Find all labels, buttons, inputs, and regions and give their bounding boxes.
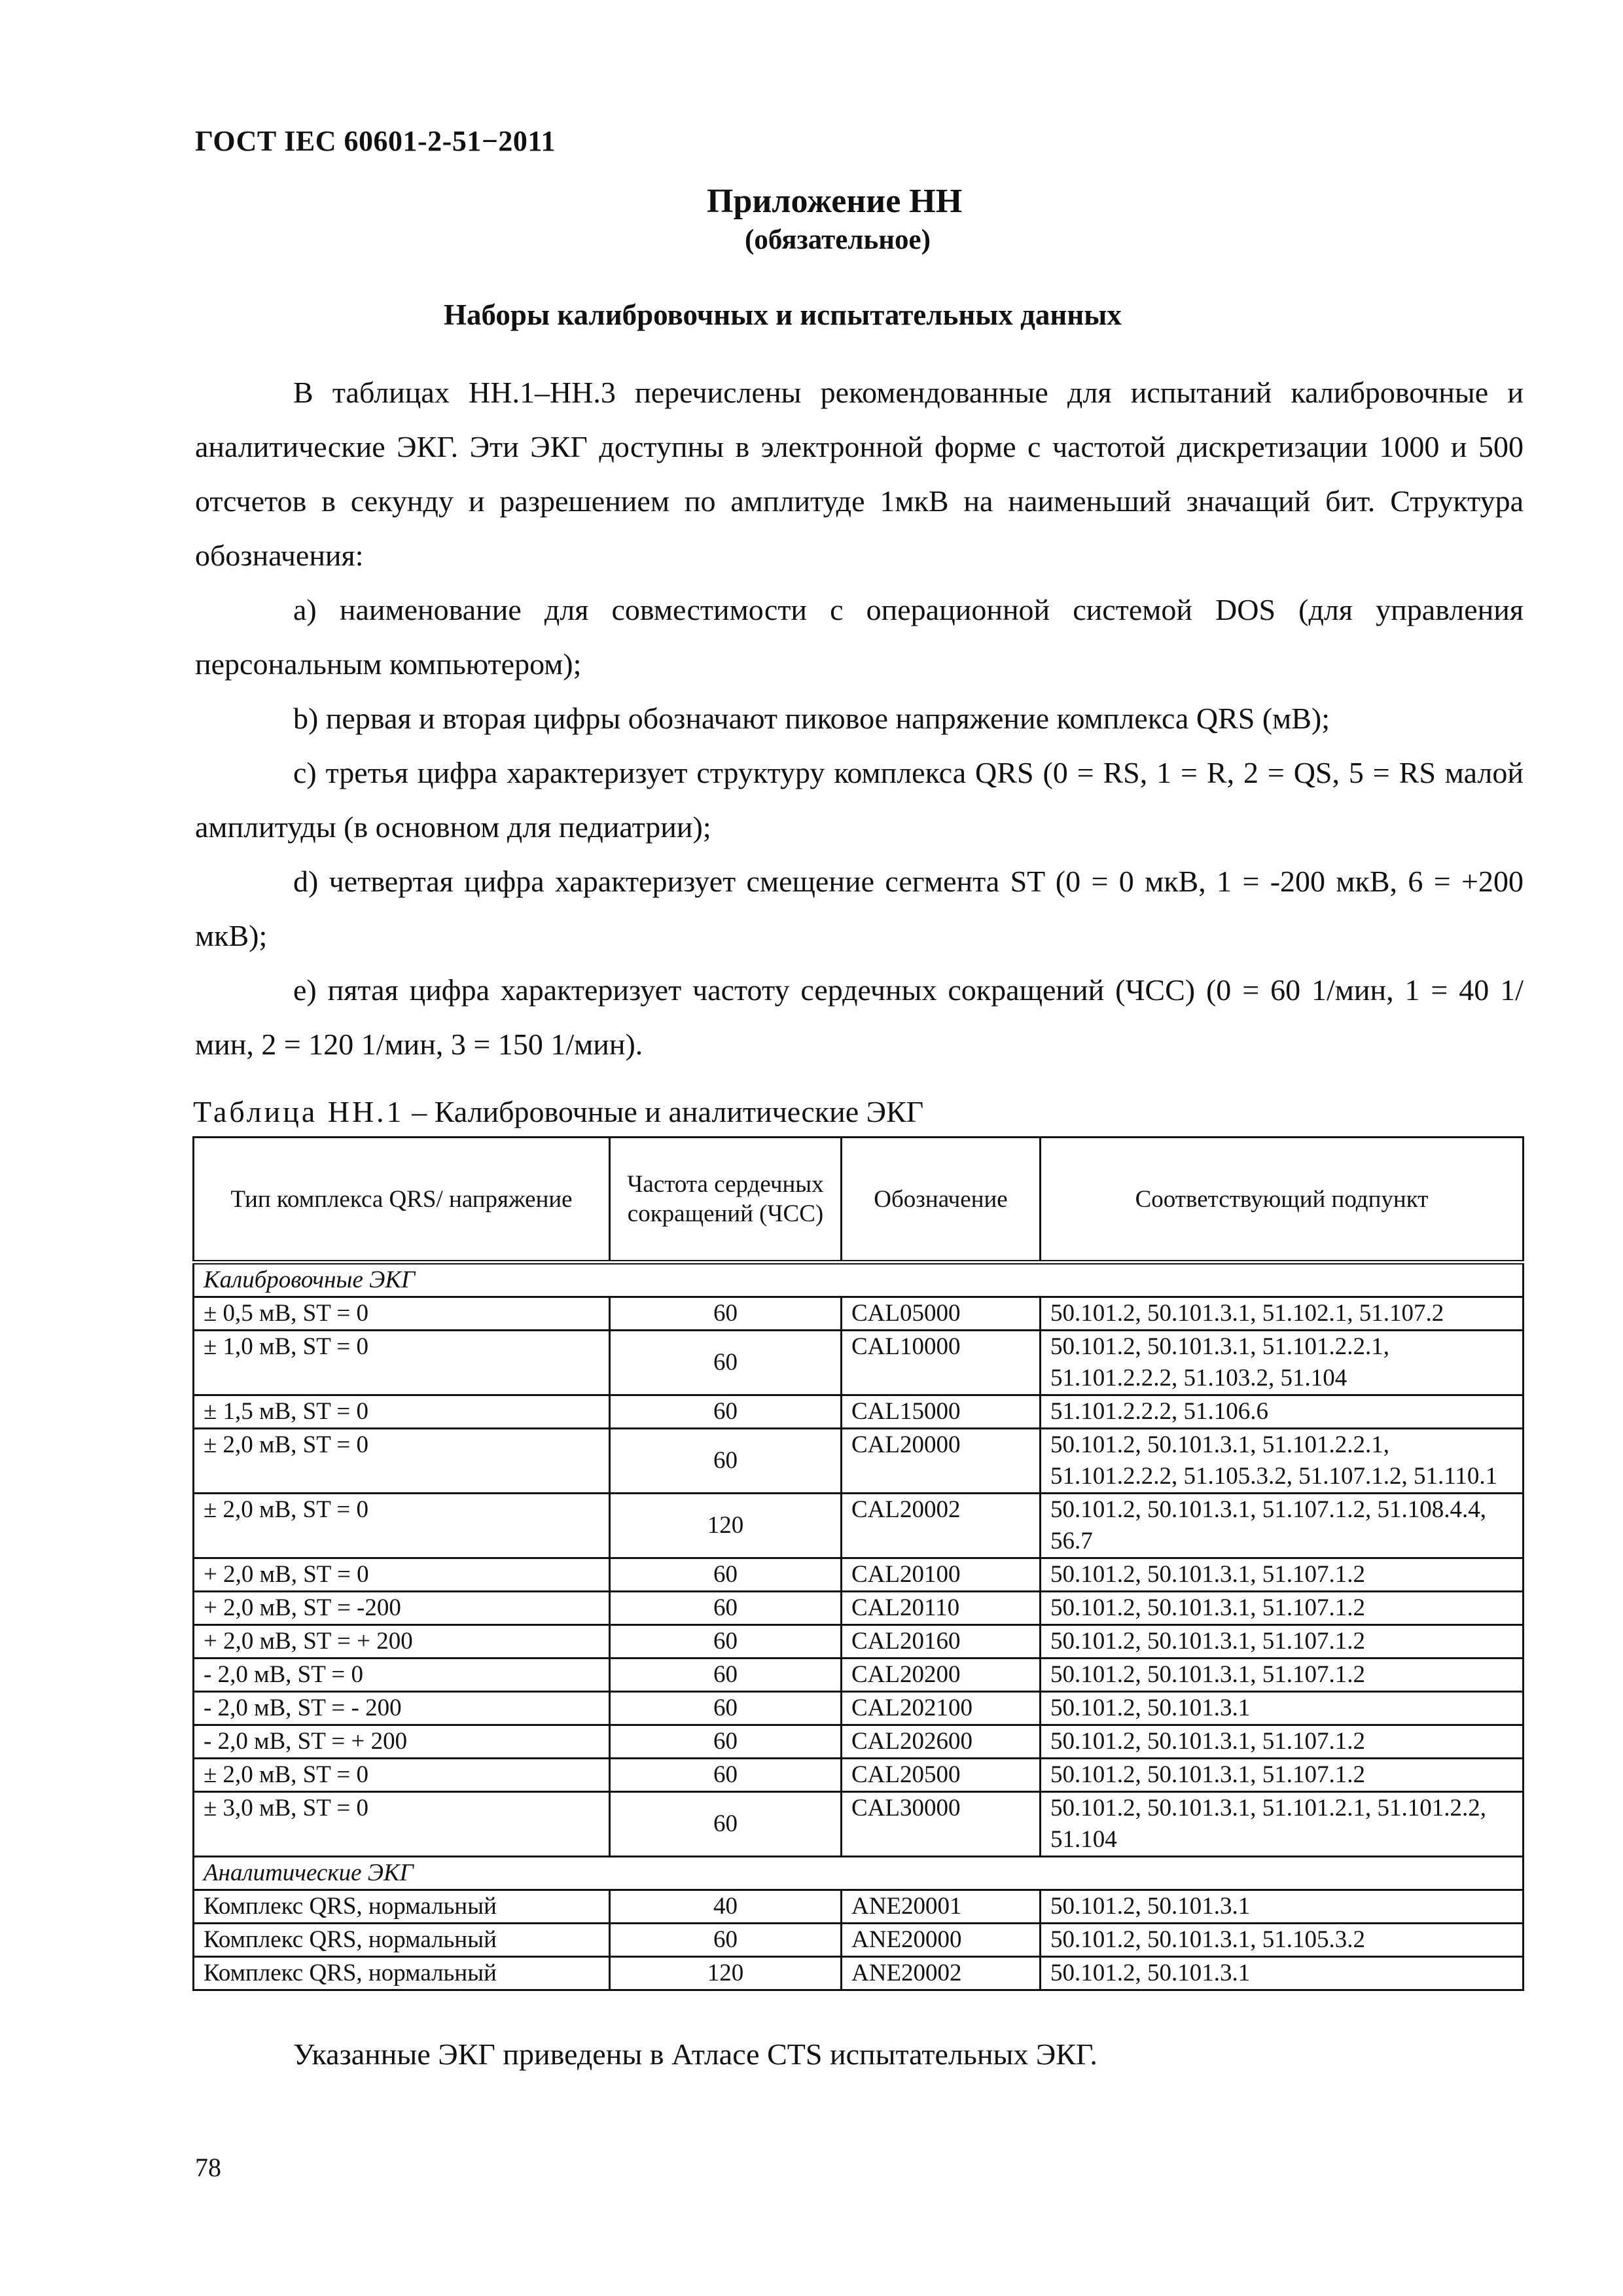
designation-cell: ANE20001 <box>842 1890 1041 1924</box>
annex-status: (обязательное) <box>745 224 931 255</box>
clause-cell: 50.101.2, 50.101.3.1, 51.107.1.2 <box>1041 1759 1524 1792</box>
group-label: Калибровочные ЭКГ <box>194 1263 1524 1297</box>
clause-cell: 50.101.2, 50.101.3.1, 51.102.1, 51.107.2 <box>1041 1297 1524 1331</box>
page-number: 78 <box>195 2153 221 2182</box>
designation-cell: CAL20200 <box>842 1659 1041 1692</box>
column-header: Частота сердечных сокращений (ЧСС) <box>610 1138 842 1263</box>
clause-cell: 50.101.2, 50.101.3.1, 51.101.2.2.1, 51.101.2.2.2, 51.105.3.2, 51.107.1.2, 51.110.1 <box>1041 1429 1524 1494</box>
qrs-type-cell: + 2,0 мВ, ST = 0 <box>194 1558 610 1592</box>
designation-cell: CAL20002 <box>842 1494 1041 1558</box>
qrs-type-cell: - 2,0 мВ, ST = + 200 <box>194 1725 610 1759</box>
clause-cell: 50.101.2, 50.101.3.1 <box>1041 1890 1524 1924</box>
designation-cell: CAL20500 <box>842 1759 1041 1792</box>
clause-cell: 50.101.2, 50.101.3.1, 51.107.1.2 <box>1041 1592 1524 1625</box>
intro-paragraph-block <box>195 365 1524 583</box>
table-row <box>194 1429 1524 1494</box>
table-row <box>194 1659 1524 1692</box>
column-header: Тип комплекса QRS/ напряжение <box>194 1138 610 1263</box>
designation-cell: ANE20000 <box>842 1924 1041 1957</box>
list-item: a) наименование для совместимости с операционной системой DOS (для управления персональным компьютером); <box>195 593 1524 681</box>
list-item: d) четвертая цифра характеризует смещение сегмента ST (0 = 0 мкВ, 1 = -200 мкВ, 6 = +200 мкВ); <box>195 865 1524 952</box>
designation-cell: ANE20002 <box>842 1957 1041 1990</box>
table-row <box>194 1725 1524 1759</box>
designation-cell: CAL20100 <box>842 1558 1041 1592</box>
heart-rate-cell: 120 <box>610 1494 842 1558</box>
table-header-row <box>194 1138 1524 1263</box>
qrs-type-cell: ± 2,0 мВ, ST = 0 <box>194 1759 610 1792</box>
table-row <box>194 1924 1524 1957</box>
table-group-row <box>194 1857 1524 1890</box>
column-header: Обозначение <box>842 1138 1041 1263</box>
heart-rate-cell: 60 <box>610 1297 842 1331</box>
heart-rate-cell: 60 <box>610 1692 842 1725</box>
qrs-type-cell: ± 2,0 мВ, ST = 0 <box>194 1429 610 1494</box>
clause-cell: 51.101.2.2.2, 51.106.6 <box>1041 1395 1524 1429</box>
clause-cell: 50.101.2, 50.101.3.1, 51.101.2.2.1, 51.101.2.2.2, 51.103.2, 51.104 <box>1041 1331 1524 1395</box>
heart-rate-cell: 120 <box>610 1957 842 1990</box>
list-item: b) первая и вторая цифры обозначают пиковое напряжение комплекса QRS (мВ); <box>293 702 1330 735</box>
table-row <box>194 1558 1524 1592</box>
heart-rate-cell: 60 <box>610 1725 842 1759</box>
standard-code: ГОСТ IEC 60601-2-51−2011 <box>195 125 556 157</box>
designation-cell: CAL15000 <box>842 1395 1041 1429</box>
designation-cell: CAL20000 <box>842 1429 1041 1494</box>
group-label: Аналитические ЭКГ <box>194 1857 1524 1890</box>
designation-items-list <box>195 583 1524 1071</box>
heart-rate-cell: 60 <box>610 1429 842 1494</box>
clause-cell: 50.101.2, 50.101.3.1, 51.107.1.2 <box>1041 1725 1524 1759</box>
qrs-type-cell: ± 1,0 мВ, ST = 0 <box>194 1331 610 1395</box>
column-header: Соответствующий подпункт <box>1041 1138 1524 1263</box>
clause-cell: 50.101.2, 50.101.3.1, 51.101.2.1, 51.101.2.2, 51.104 <box>1041 1792 1524 1857</box>
table-row <box>194 1890 1524 1924</box>
table-caption-text: – Калибровочные и аналитические ЭКГ <box>404 1095 924 1128</box>
qrs-type-cell: Комплекс QRS, нормальный <box>194 1957 610 1990</box>
designation-cell: CAL05000 <box>842 1297 1041 1331</box>
qrs-type-cell: Комплекс QRS, нормальный <box>194 1924 610 1957</box>
list-item: e) пятая цифра характеризует частоту сердечных сокращений (ЧСС) (0 = 60 1/мин, 1 = 40 1/мин, 2 = 120 1/мин, 3 = 150 1/мин). <box>195 973 1524 1061</box>
ecg-table <box>192 1136 1524 1991</box>
annex-title: Приложение НН <box>707 183 963 220</box>
table-row <box>194 1692 1524 1725</box>
clause-cell: 50.101.2, 50.101.3.1, 51.107.1.2 <box>1041 1659 1524 1692</box>
heart-rate-cell: 60 <box>610 1395 842 1429</box>
clause-cell: 50.101.2, 50.101.3.1 <box>1041 1957 1524 1990</box>
heart-rate-cell: 60 <box>610 1592 842 1625</box>
table-group-row <box>194 1263 1524 1297</box>
qrs-type-cell: + 2,0 мВ, ST = -200 <box>194 1592 610 1625</box>
clause-cell: 50.101.2, 50.101.3.1, 51.107.1.2 <box>1041 1625 1524 1659</box>
table-caption <box>193 1094 923 1129</box>
designation-cell: CAL202100 <box>842 1692 1041 1725</box>
table-row <box>194 1395 1524 1429</box>
qrs-type-cell: - 2,0 мВ, ST = - 200 <box>194 1692 610 1725</box>
designation-cell: CAL30000 <box>842 1792 1041 1857</box>
heart-rate-cell: 60 <box>610 1659 842 1692</box>
qrs-type-cell: - 2,0 мВ, ST = 0 <box>194 1659 610 1692</box>
list-item: c) третья цифра характеризует структуру комплекса QRS (0 = RS, 1 = R, 2 = QS, 5 = RS малой амплитуды (в основном для педиатрии); <box>195 756 1524 844</box>
heart-rate-cell: 60 <box>610 1625 842 1659</box>
heart-rate-cell: 60 <box>610 1759 842 1792</box>
table-row <box>194 1625 1524 1659</box>
table-row <box>194 1592 1524 1625</box>
clause-cell: 50.101.2, 50.101.3.1, 51.105.3.2 <box>1041 1924 1524 1957</box>
table-row <box>194 1297 1524 1331</box>
table-row <box>194 1759 1524 1792</box>
heart-rate-cell: 60 <box>610 1331 842 1395</box>
clause-cell: 50.101.2, 50.101.3.1, 51.107.1.2, 51.108.4.4, 56.7 <box>1041 1494 1524 1558</box>
designation-cell: CAL10000 <box>842 1331 1041 1395</box>
qrs-type-cell: Комплекс QRS, нормальный <box>194 1890 610 1924</box>
table-footnote-paragraph: Указанные ЭКГ приведены в Атласе CTS испытательных ЭКГ. <box>293 2037 1097 2071</box>
table-row <box>194 1494 1524 1558</box>
clause-cell: 50.101.2, 50.101.3.1 <box>1041 1692 1524 1725</box>
table-row <box>194 1331 1524 1395</box>
qrs-type-cell: ± 3,0 мВ, ST = 0 <box>194 1792 610 1857</box>
heart-rate-cell: 60 <box>610 1924 842 1957</box>
heart-rate-cell: 60 <box>610 1558 842 1592</box>
designation-cell: CAL20160 <box>842 1625 1041 1659</box>
qrs-type-cell: ± 0,5 мВ, ST = 0 <box>194 1297 610 1331</box>
section-title: Наборы калибровочных и испытательных данных <box>444 298 1122 331</box>
qrs-type-cell: ± 1,5 мВ, ST = 0 <box>194 1395 610 1429</box>
clause-cell: 50.101.2, 50.101.3.1, 51.107.1.2 <box>1041 1558 1524 1592</box>
intro-paragraph: В таблицах НН.1–НН.3 перечислены рекомендованные для испытаний калибровочные и аналитические ЭКГ. Эти ЭКГ доступны в электронной форме с частотой дискретизации 1000 и 500 отсчетов в секунду и разрешением по амплитуде 1мкВ на наименьший значащий бит. Структура обозначения: <box>195 376 1524 572</box>
designation-cell: CAL202600 <box>842 1725 1041 1759</box>
qrs-type-cell: ± 2,0 мВ, ST = 0 <box>194 1494 610 1558</box>
designation-cell: CAL20110 <box>842 1592 1041 1625</box>
table-row <box>194 1957 1524 1990</box>
heart-rate-cell: 40 <box>610 1890 842 1924</box>
table-row <box>194 1792 1524 1857</box>
table-caption-label: Таблица НН.1 <box>193 1095 404 1128</box>
qrs-type-cell: + 2,0 мВ, ST = + 200 <box>194 1625 610 1659</box>
heart-rate-cell: 60 <box>610 1792 842 1857</box>
